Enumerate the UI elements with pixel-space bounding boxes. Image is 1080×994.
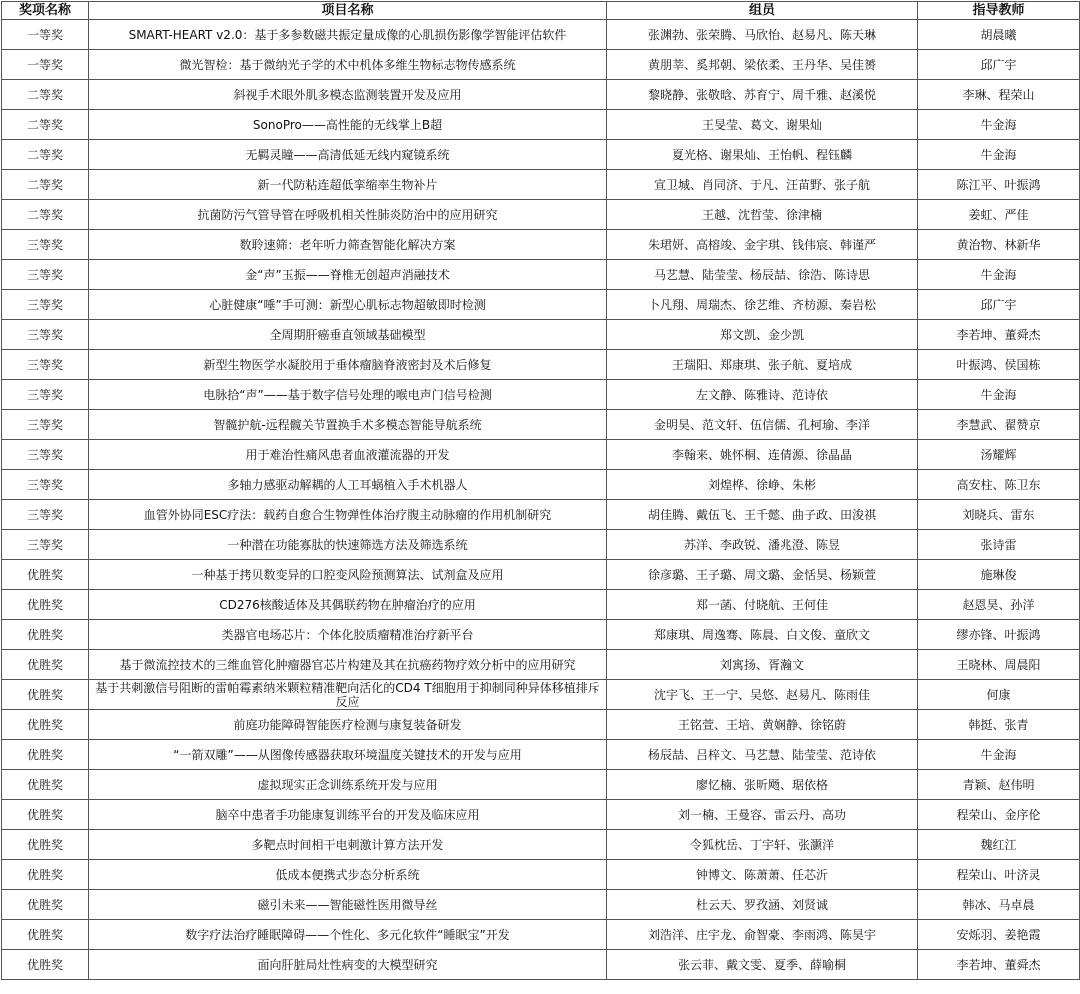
advisor-cell: 牛金海 [918, 740, 1080, 770]
project-cell: 电脉拾“声”——基于数字信号处理的喉电声门信号检测 [89, 380, 607, 410]
advisor-cell: 何康 [918, 680, 1080, 710]
table-row [2, 320, 1080, 350]
award-cell: 优胜奖 [2, 830, 89, 860]
members-cell: 刘煌桦、徐峥、朱彬 [607, 470, 918, 500]
header-advisor: 指导教师 [918, 2, 1080, 20]
project-cell: SonoPro——高性能的无线掌上B超 [89, 110, 607, 140]
members-cell: 胡佳腾、戴伍飞、王千懿、曲子政、田浚祺 [607, 500, 918, 530]
table-row [2, 950, 1080, 980]
members-cell: 郑文凯、金少凯 [607, 320, 918, 350]
table-row [2, 710, 1080, 740]
award-cell: 三等奖 [2, 320, 89, 350]
advisor-cell: 陈江平、叶振鸿 [918, 170, 1080, 200]
award-cell: 二等奖 [2, 200, 89, 230]
project-cell: 面向肝脏局灶性病变的大模型研究 [89, 950, 607, 980]
table-row [2, 380, 1080, 410]
header-members: 组员 [607, 2, 918, 20]
advisor-cell: 邱广宇 [918, 290, 1080, 320]
advisor-cell: 高安柱、陈卫东 [918, 470, 1080, 500]
project-cell: 虚拟现实正念训练系统开发与应用 [89, 770, 607, 800]
advisor-cell: 韩冰、马卓晨 [918, 890, 1080, 920]
award-cell: 三等奖 [2, 380, 89, 410]
advisor-cell: 韩挺、张青 [918, 710, 1080, 740]
advisor-cell: 牛金海 [918, 140, 1080, 170]
advisor-cell: 叶振鸿、侯国栋 [918, 350, 1080, 380]
award-cell: 优胜奖 [2, 680, 89, 710]
award-cell: 优胜奖 [2, 590, 89, 620]
award-cell: 三等奖 [2, 260, 89, 290]
advisor-cell: 李慧武、翟赞京 [918, 410, 1080, 440]
award-cell: 优胜奖 [2, 950, 89, 980]
members-cell: 张云菲、戴文雯、夏季、薛喻桐 [607, 950, 918, 980]
project-cell: 心脏健康“唾”手可测：新型心肌标志物超敏即时检测 [89, 290, 607, 320]
award-cell: 二等奖 [2, 170, 89, 200]
members-cell: 黄朋莘、奚邦朝、梁依柔、王丹华、吴佳赟 [607, 50, 918, 80]
table-row [2, 920, 1080, 950]
advisor-cell: 张诗雷 [918, 530, 1080, 560]
members-cell: 沈宇飞、王一宁、吴悠、赵易凡、陈雨佳 [607, 680, 918, 710]
project-cell: 数聆速筛：老年听力筛查智能化解决方案 [89, 230, 607, 260]
project-cell: 无羁灵瞳——高清低延无线内窥镜系统 [89, 140, 607, 170]
table-row [2, 140, 1080, 170]
members-cell: 廖忆楠、张昕飏、琚依格 [607, 770, 918, 800]
advisor-cell: 青颖、赵伟明 [918, 770, 1080, 800]
project-cell: 脑卒中患者手功能康复训练平台的开发及临床应用 [89, 800, 607, 830]
members-cell: 王越、沈哲莹、徐津楠 [607, 200, 918, 230]
award-cell: 优胜奖 [2, 740, 89, 770]
members-cell: 左文静、陈雅诗、范诗依 [607, 380, 918, 410]
award-cell: 一等奖 [2, 50, 89, 80]
project-cell: 类器官电场芯片：个体化胶质瘤精准治疗新平台 [89, 620, 607, 650]
members-cell: 钟博文、陈萧萧、任芯沂 [607, 860, 918, 890]
table-row [2, 650, 1080, 680]
award-cell: 三等奖 [2, 410, 89, 440]
award-cell: 二等奖 [2, 80, 89, 110]
award-cell: 优胜奖 [2, 710, 89, 740]
members-cell: 刘寓扬、胥瀚文 [607, 650, 918, 680]
award-cell: 优胜奖 [2, 560, 89, 590]
members-cell: 徐彦璐、王子璐、周文璐、金恬昊、杨颖萱 [607, 560, 918, 590]
award-cell: 二等奖 [2, 110, 89, 140]
table-row [2, 350, 1080, 380]
advisor-cell: 安烁羽、姜艳霞 [918, 920, 1080, 950]
project-cell: 一种基于拷贝数变异的口腔变风险预测算法、试剂盒及应用 [89, 560, 607, 590]
award-cell: 三等奖 [2, 440, 89, 470]
members-cell: 郑一菡、付晓航、王何佳 [607, 590, 918, 620]
table-row [2, 200, 1080, 230]
members-cell: 朱珺妍、高榕竣、金宇琪、钱伟宸、韩谨严 [607, 230, 918, 260]
advisor-cell: 李若坤、董舜杰 [918, 950, 1080, 980]
award-cell: 优胜奖 [2, 920, 89, 950]
award-cell: 优胜奖 [2, 620, 89, 650]
project-cell: 新型生物医学水凝胶用于垂体瘤脑脊液密封及术后修复 [89, 350, 607, 380]
table-row [2, 860, 1080, 890]
header-project: 项目名称 [89, 2, 607, 20]
members-cell: 王铭萱、王培、黄娴静、徐铭蔚 [607, 710, 918, 740]
members-cell: 杜云天、罗孜涵、刘贤诚 [607, 890, 918, 920]
award-cell: 三等奖 [2, 230, 89, 260]
project-cell: 斜视手术眼外肌多模态监测装置开发及应用 [89, 80, 607, 110]
award-cell: 三等奖 [2, 530, 89, 560]
award-cell: 优胜奖 [2, 860, 89, 890]
advisor-cell: 魏红江 [918, 830, 1080, 860]
table-row [2, 800, 1080, 830]
advisor-cell: 姜虹、严佳 [918, 200, 1080, 230]
advisor-cell: 牛金海 [918, 110, 1080, 140]
project-cell: 基于微流控技术的三维血管化肿瘤器官芯片构建及其在抗癌药物疗效分析中的应用研究 [89, 650, 607, 680]
project-cell: 磁引未来——智能磁性医用微导丝 [89, 890, 607, 920]
advisor-cell: 赵恩昊、孙洋 [918, 590, 1080, 620]
members-cell: 郑康琪、周逸骞、陈晨、白文俊、童欣文 [607, 620, 918, 650]
award-cell: 优胜奖 [2, 890, 89, 920]
table-row [2, 440, 1080, 470]
table-row [2, 260, 1080, 290]
members-cell: 王瑞阳、郑康琪、张子航、夏培成 [607, 350, 918, 380]
project-cell: 多靶点时间相干电刺激计算方法开发 [89, 830, 607, 860]
members-cell: 卜凡翔、周瑞杰、徐艺维、齐枋源、秦岩松 [607, 290, 918, 320]
header-row [2, 2, 1080, 20]
table-row [2, 680, 1080, 710]
advisor-cell: 程荣山、金序伦 [918, 800, 1080, 830]
table-row [2, 740, 1080, 770]
project-cell: 全周期肝癌垂直领域基础模型 [89, 320, 607, 350]
table-row [2, 290, 1080, 320]
members-cell: 刘一楠、王曼容、雷云丹、高功 [607, 800, 918, 830]
project-cell: 基于共刺激信号阻断的雷帕霉素纳米颗粒精准靶向活化的CD4 T细胞用于抑制同种异体移植排斥反应 [89, 680, 607, 710]
advisor-cell: 李琳、程荣山 [918, 80, 1080, 110]
members-cell: 张渊勃、张荣腾、马欣怡、赵易凡、陈天琳 [607, 20, 918, 50]
members-cell: 宣卫城、肖同济、于凡、汪苗野、张子航 [607, 170, 918, 200]
advisor-cell: 施琳俊 [918, 560, 1080, 590]
members-cell: 刘浩洋、庄宇龙、俞智豪、李雨鸿、陈昊宇 [607, 920, 918, 950]
award-cell: 一等奖 [2, 20, 89, 50]
project-cell: 新一代防粘连超低挛缩率生物补片 [89, 170, 607, 200]
table-row [2, 890, 1080, 920]
members-cell: 令狐枕岳、丁宇轩、张灏洋 [607, 830, 918, 860]
members-cell: 金明昊、范文轩、伍信儒、孔柯瑜、李洋 [607, 410, 918, 440]
table-row [2, 470, 1080, 500]
project-cell: SMART-HEART v2.0：基于多参数磁共振定量成像的心肌损伤影像学智能评估软件 [89, 20, 607, 50]
table-row [2, 80, 1080, 110]
project-cell: 抗菌防污气管导管在呼吸机相关性肺炎防治中的应用研究 [89, 200, 607, 230]
table-row [2, 410, 1080, 440]
advisor-cell: 黄治物、林新华 [918, 230, 1080, 260]
advisor-cell: 胡晨曦 [918, 20, 1080, 50]
advisor-cell: 牛金海 [918, 260, 1080, 290]
members-cell: 王旻莹、葛文、谢果灿 [607, 110, 918, 140]
members-cell: 夏光格、谢果灿、王怡帆、程钰麟 [607, 140, 918, 170]
project-cell: 数字疗法治疗睡眠障碍——个性化、多元化软件“睡眠宝”开发 [89, 920, 607, 950]
project-cell: 智髋护航-远程髋关节置换手术多模态智能导航系统 [89, 410, 607, 440]
advisor-cell: 李若坤、董舜杰 [918, 320, 1080, 350]
advisor-cell: 王晓林、周晨阳 [918, 650, 1080, 680]
project-cell: 微光智检：基于微纳光子学的术中机体多维生物标志物传感系统 [89, 50, 607, 80]
project-cell: 金“声”玉振——脊椎无创超声消融技术 [89, 260, 607, 290]
table-row [2, 590, 1080, 620]
table-row [2, 230, 1080, 260]
table-row [2, 500, 1080, 530]
advisor-cell: 程荣山、叶济灵 [918, 860, 1080, 890]
award-cell: 三等奖 [2, 470, 89, 500]
table-row [2, 170, 1080, 200]
table-row [2, 830, 1080, 860]
header-award: 奖项名称 [2, 2, 89, 20]
award-cell: 优胜奖 [2, 650, 89, 680]
project-cell: “一箭双雕”——从图像传感器获取环境温度关键技术的开发与应用 [89, 740, 607, 770]
members-cell: 李翰来、姚怀桐、连倩源、徐晶晶 [607, 440, 918, 470]
project-cell: 多轴力感驱动解耦的人工耳蜗植入手术机器人 [89, 470, 607, 500]
members-cell: 马艺慧、陆莹莹、杨辰喆、徐浩、陈诗思 [607, 260, 918, 290]
table-row [2, 560, 1080, 590]
table-row [2, 770, 1080, 800]
project-cell: 血管外协同ESC疗法：载药自愈合生物弹性体治疗腹主动脉瘤的作用机制研究 [89, 500, 607, 530]
award-cell: 三等奖 [2, 290, 89, 320]
advisor-cell: 刘晓兵、雷东 [918, 500, 1080, 530]
award-cell: 三等奖 [2, 350, 89, 380]
award-cell: 优胜奖 [2, 770, 89, 800]
project-cell: 用于难治性痛风患者血液灌流器的开发 [89, 440, 607, 470]
table-row [2, 620, 1080, 650]
project-cell: CD276核酸适体及其偶联药物在肿瘤治疗的应用 [89, 590, 607, 620]
table-row [2, 110, 1080, 140]
advisor-cell: 汤耀辉 [918, 440, 1080, 470]
project-cell: 低成本便携式步态分析系统 [89, 860, 607, 890]
members-cell: 苏洋、李政锐、潘兆澄、陈昱 [607, 530, 918, 560]
advisor-cell: 牛金海 [918, 380, 1080, 410]
members-cell: 黎晓静、张敬晗、苏育宁、周千雅、赵溪悦 [607, 80, 918, 110]
awards-table [1, 1, 1080, 980]
advisor-cell: 缪亦锋、叶振鸿 [918, 620, 1080, 650]
advisor-cell: 邱广宇 [918, 50, 1080, 80]
table-row [2, 20, 1080, 50]
project-cell: 一种潜在功能寡肽的快速筛选方法及筛选系统 [89, 530, 607, 560]
award-cell: 二等奖 [2, 140, 89, 170]
award-cell: 优胜奖 [2, 800, 89, 830]
table-row [2, 530, 1080, 560]
members-cell: 杨辰喆、吕梓文、马艺慧、陆莹莹、范诗依 [607, 740, 918, 770]
award-cell: 三等奖 [2, 500, 89, 530]
table-row [2, 50, 1080, 80]
project-cell: 前庭功能障碍智能医疗检测与康复装备研发 [89, 710, 607, 740]
